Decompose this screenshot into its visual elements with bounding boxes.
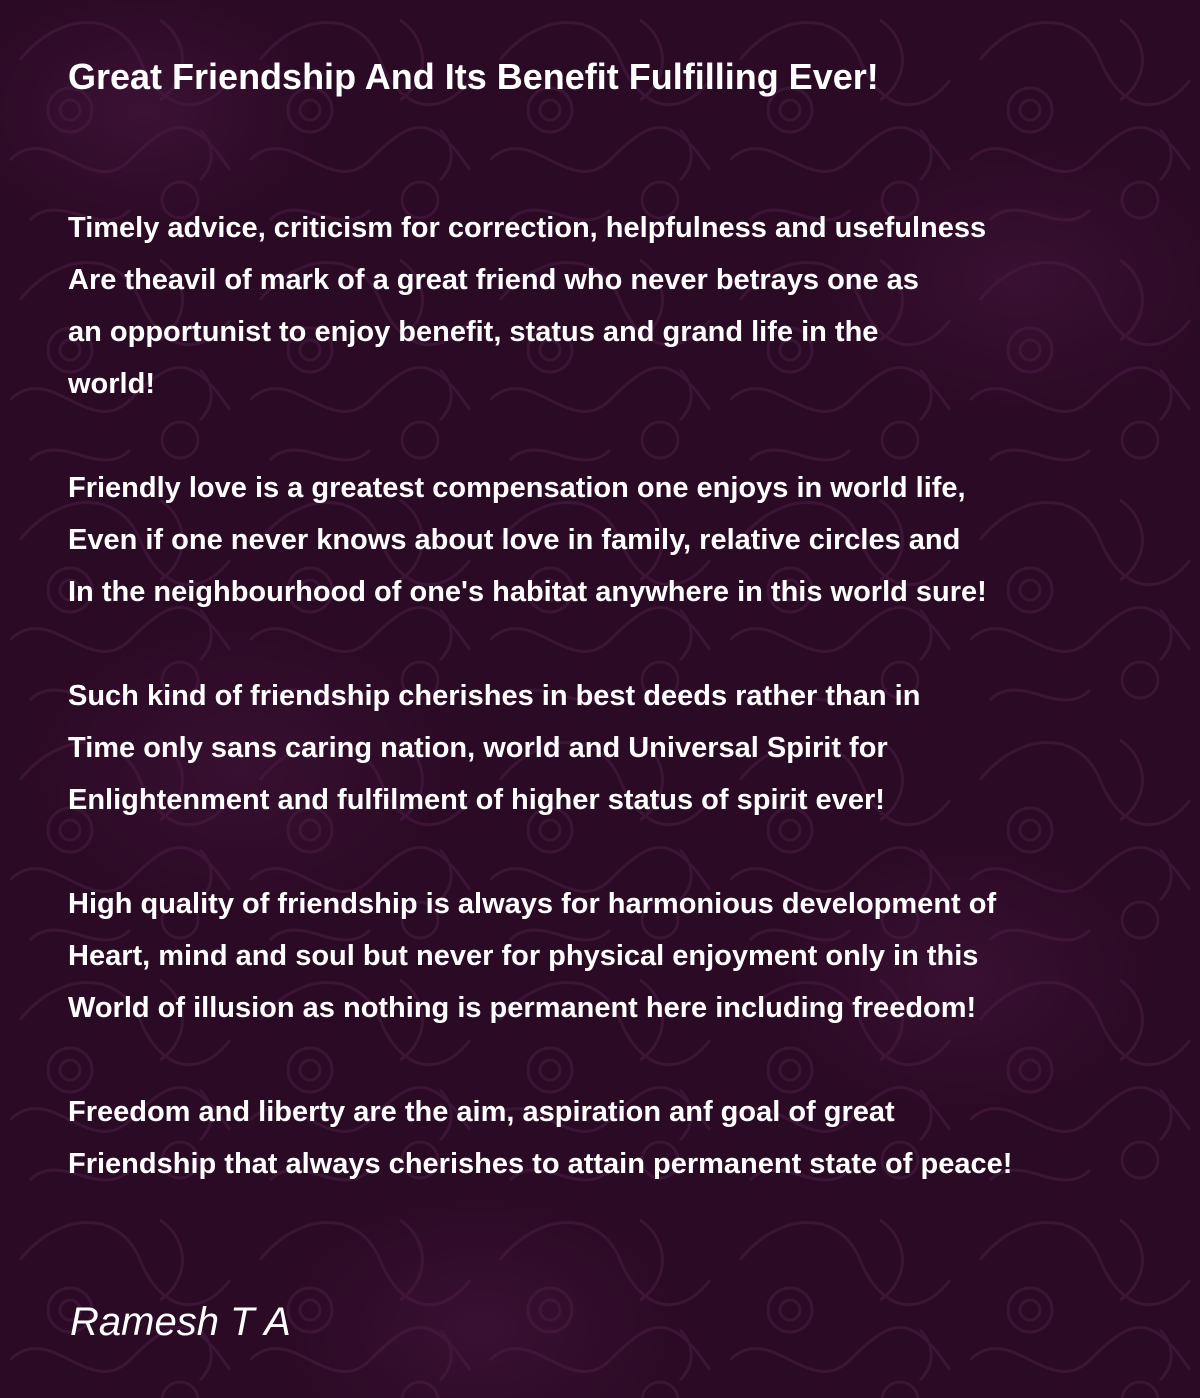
- poem-line: High quality of friendship is always for harmonious development of: [68, 888, 997, 920]
- poem-line: an opportunist to enjoy benefit, status and grand life in the: [68, 316, 879, 348]
- stanza-3: [68, 670, 1168, 826]
- poem-line: Are theavil of mark of a great friend who never betrays one as: [68, 264, 919, 296]
- poem-line: Freedom and liberty are the aim, aspiration anf goal of great: [68, 1096, 895, 1128]
- poem-author: Ramesh T A: [70, 1300, 291, 1344]
- stanza-4: [68, 878, 1168, 1034]
- poem-line: World of illusion as nothing is permanent here including freedom!: [68, 992, 977, 1024]
- poem-line: In the neighbourhood of one's habitat anywhere in this world sure!: [68, 576, 987, 608]
- stanza-2: [68, 462, 1168, 618]
- poem-line: Friendship that always cherishes to attain permanent state of peace!: [68, 1148, 1013, 1180]
- poem-line: world!: [68, 368, 155, 400]
- poem-line: Friendly love is a greatest compensation one enjoys in world life,: [68, 472, 966, 504]
- poem-line: Heart, mind and soul but never for physical enjoyment only in this: [68, 940, 979, 972]
- poem-line: Even if one never knows about love in family, relative circles and: [68, 524, 961, 556]
- poem-line: Timely advice, criticism for correction, helpfulness and usefulness: [68, 212, 987, 244]
- stanza-5: [68, 1086, 1168, 1190]
- poem-line: Enlightenment and fulfilment of higher status of spirit ever!: [68, 784, 885, 816]
- stanza-1: [68, 202, 1168, 410]
- poem-title: Great Friendship And Its Benefit Fulfilling Ever!: [68, 56, 879, 97]
- poem-line: Time only sans caring nation, world and Universal Spirit for: [68, 732, 888, 764]
- poem-line: Such kind of friendship cherishes in best deeds rather than in: [68, 680, 921, 712]
